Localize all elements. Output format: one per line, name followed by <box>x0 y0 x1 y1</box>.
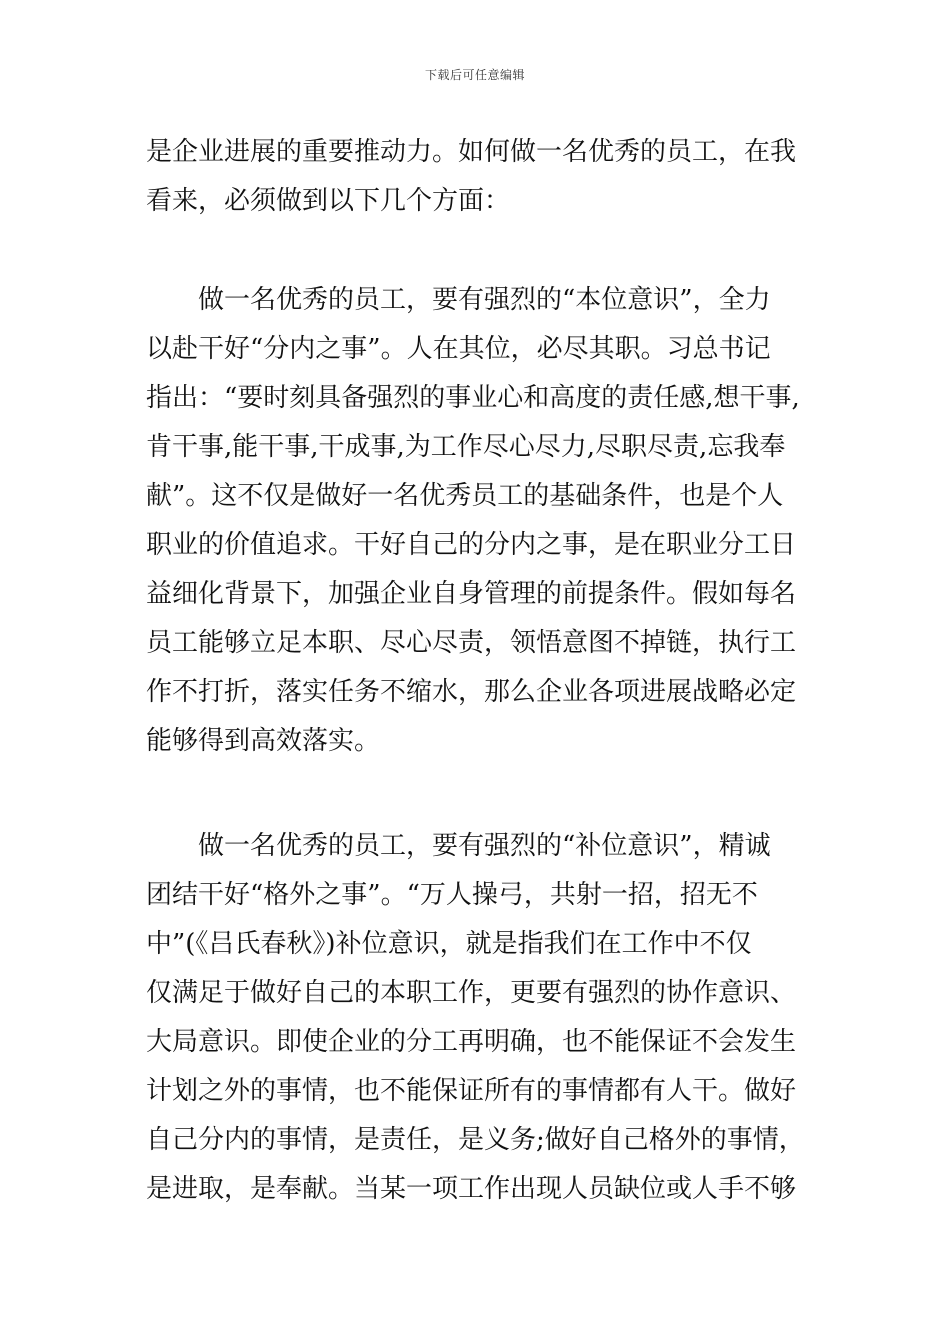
text-line: 职业的价值追求。干好自己的分内之事，是在职业分工日 <box>146 530 797 560</box>
text-line: 计划之外的事情，也不能保证所有的事情都有人干。做好 <box>146 1076 797 1106</box>
text-line: 做一名优秀的员工，要有强烈的“本位意识”，全力 <box>198 285 771 315</box>
text-line: 是企业进展的重要推动力。如何做一名优秀的员工，在我 <box>146 137 797 167</box>
text-line: 献”。这不仅是做好一名优秀员工的基础条件，也是个人 <box>146 481 784 511</box>
text-line: 做一名优秀的员工，要有强烈的“补位意识”，精诚 <box>198 831 771 861</box>
text-line: 仅满足于做好自己的本职工作，更要有强烈的协作意识、 <box>146 978 797 1008</box>
page-header: 下载后可任意编辑 <box>424 68 525 82</box>
text-line: 以赴干好“分内之事”。人在其位，必尽其职。习总书记 <box>146 334 771 364</box>
text-line: 作不打折，落实任务不缩水，那么企业各项进展战略必定 <box>146 677 797 707</box>
paragraph-backup-awareness <box>146 822 810 1214</box>
text-line: 自己分内的事情，是责任，是义务;做好自己格外的事情， <box>146 1125 805 1155</box>
paragraph-position-awareness <box>146 276 810 766</box>
text-line: 团结干好“格外之事”。“万人操弓，共射一招，招无不 <box>146 880 758 910</box>
paragraph-intro <box>146 128 810 226</box>
text-line: 看来，必须做到以下几个方面： <box>146 186 511 216</box>
text-line: 员工能够立足本职、尽心尽责，领悟意图不掉链，执行工 <box>146 628 797 658</box>
text-line: 肯干事,能干事,干成事,为工作尽心尽力,尽职尽责,忘我奉 <box>146 432 786 462</box>
text-line: 是进取，是奉献。当某一项工作出现人员缺位或人手不够 <box>146 1174 797 1204</box>
text-line: 大局意识。即使企业的分工再明确，也不能保证不会发生 <box>146 1027 797 1057</box>
text-line: 中”(《吕氏春秋》)补位意识，就是指我们在工作中不仅 <box>146 929 752 959</box>
text-line: 能够得到高效落实。 <box>146 726 381 756</box>
text-line: 益细化背景下，加强企业自身管理的前提条件。假如每名 <box>146 579 797 609</box>
text-line: 指出：“要时刻具备强烈的事业心和高度的责任感,想干事, <box>146 383 800 413</box>
